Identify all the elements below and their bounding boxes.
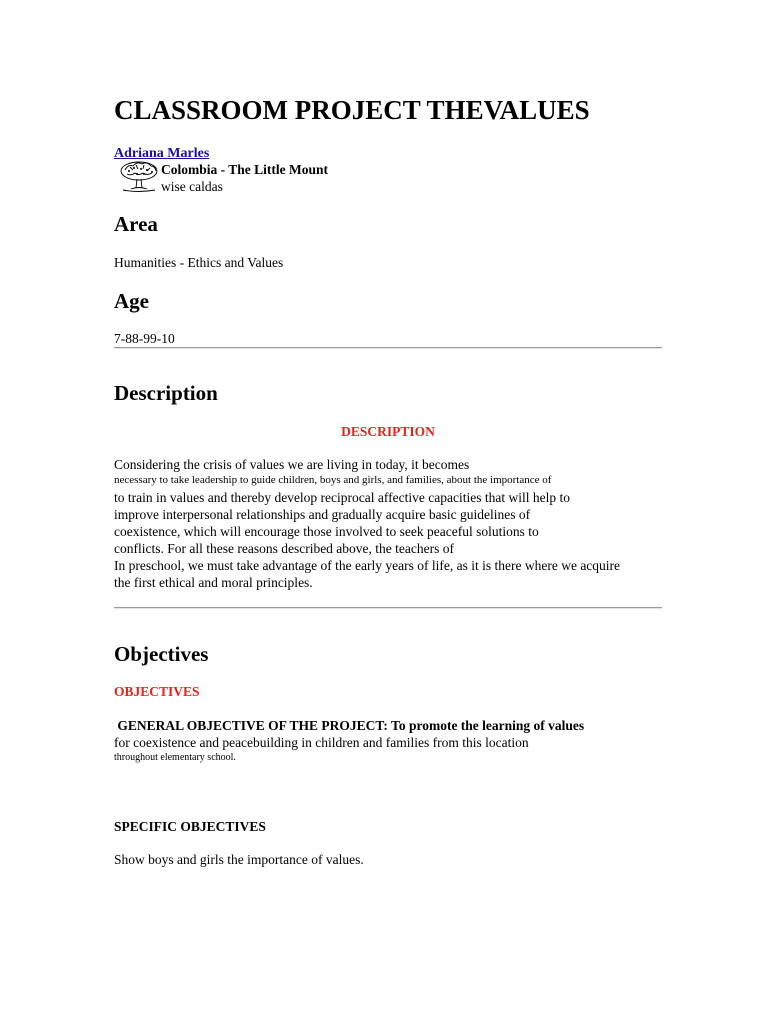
specific-objective-item: Show boys and girls the importance of values. [114,852,364,867]
page-title: CLASSROOM PROJECT THEVALUES [114,95,590,125]
description-line: Considering the crisis of values we are living in today, it becomes [114,457,470,472]
section-divider [114,347,662,349]
general-objective-text: throughout elementary school. [114,752,236,763]
general-objective-title: GENERAL OBJECTIVE OF THE PROJECT: To promote the learning of values [114,718,585,733]
description-line: In preschool, we must take advantage of the early years of life, as it is there where we acquire [114,558,621,573]
tree-icon [117,160,161,192]
school-location: wise caldas [161,179,223,194]
age-heading: Age [114,289,149,313]
section-divider [114,607,662,609]
description-line: coexistence, which will encourage those involved to seek peaceful solutions to [114,524,539,539]
author-link[interactable]: Adriana Marles [114,146,210,161]
area-heading: Area [114,212,158,236]
description-subheading: DESCRIPTION [341,424,435,439]
description-heading: Description [114,381,218,405]
objectives-heading: Objectives [114,642,209,666]
description-line: to train in values and thereby develop reciprocal affective capacities that will help to [114,490,570,505]
age-text: 7-88-99-10 [114,331,175,346]
description-line: conflicts. For all these reasons described above, the teachers of [114,541,454,556]
description-line: improve interpersonal relationships and gradually acquire basic guidelines of [114,507,531,522]
school-name: Colombia - The Little Mount [161,162,329,177]
objectives-subheading: OBJECTIVES [114,684,200,699]
general-objective-text: for coexistence and peacebuilding in children and families from this location [114,735,529,750]
area-text: Humanities - Ethics and Values [114,255,284,270]
description-line: necessary to take leadership to guide children, boys and girls, and families, about the importance of [114,474,552,486]
description-line: the first ethical and moral principles. [114,575,313,590]
specific-objectives-heading: SPECIFIC OBJECTIVES [114,819,266,834]
